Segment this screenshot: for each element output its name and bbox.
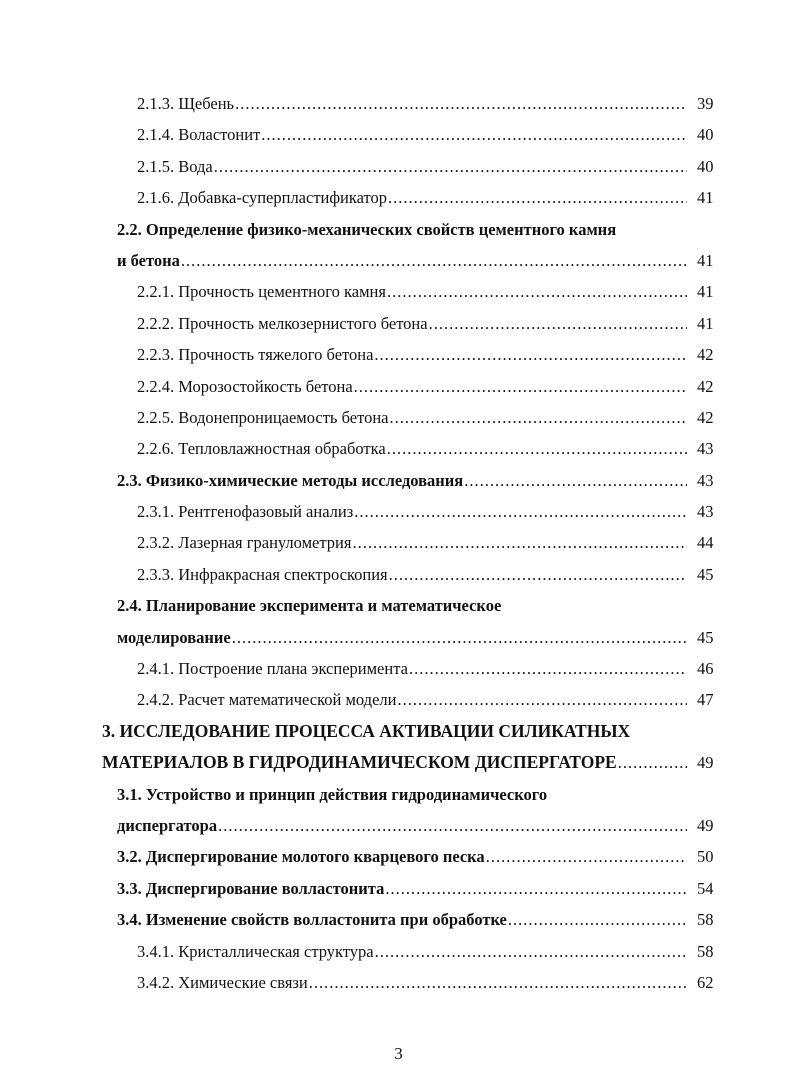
toc-entry [0, 433, 797, 464]
toc-entry-page: 42 [697, 407, 714, 427]
leader-dots [181, 245, 687, 276]
leader-dots [387, 433, 687, 464]
toc-entry-title: моделирование [117, 627, 231, 647]
toc-entry-title: и бетона [117, 250, 180, 270]
leader-dots [464, 465, 687, 496]
toc-entry-page: 58 [697, 910, 714, 930]
leader-dots [261, 119, 687, 150]
toc-section [0, 465, 797, 496]
toc-entry-title: 2.1.4. Воластонит [137, 125, 261, 145]
leader-dots [214, 151, 687, 182]
toc-entry-page: 43 [697, 470, 714, 490]
toc-entry-title: 2.2.4. Морозостойкость бетона [137, 376, 353, 396]
toc-entry-page: 42 [697, 376, 714, 396]
leader-dots [235, 88, 687, 119]
toc-chapter-heading [0, 716, 797, 747]
toc-entry-title: 2.3.2. Лазерная гранулометрия [137, 533, 352, 553]
toc-entry-title: 2.2.3. Прочность тяжелого бетона [137, 345, 374, 365]
toc-entry-title: 2.2.5. Водонепроницаемость бетона [137, 407, 389, 427]
toc-entry [0, 496, 797, 527]
toc-entry [0, 308, 797, 339]
toc-entry-title: 3.3. Диспергирование волластонита [117, 878, 385, 898]
toc-entry-title: 2.4.2. Расчет математической модели [137, 690, 397, 710]
toc-entry [0, 276, 797, 307]
toc-entry-title: 2.1.5. Вода [137, 156, 213, 176]
toc-entry-page: 50 [697, 847, 714, 867]
toc-entry-title: 3.2. Диспергирование молотого кварцевого песка [117, 847, 485, 867]
leader-dots [374, 339, 687, 370]
toc-entry [0, 88, 797, 119]
leader-dots [389, 402, 687, 433]
toc-entry-page: 40 [697, 156, 714, 176]
toc-entry-title: 2.3.3. Инфракрасная спектроскопия [137, 564, 388, 584]
leader-dots [508, 904, 687, 935]
toc-entry [0, 371, 797, 402]
toc-entry-page: 41 [697, 313, 714, 333]
toc-entry-page: 47 [697, 690, 714, 710]
toc-entry-page: 49 [697, 753, 714, 773]
toc-entry-page: 39 [697, 94, 714, 113]
toc-entry [0, 653, 797, 684]
toc-section-continuation [0, 810, 797, 841]
toc-entry-title: 2.2.2. Прочность мелкозернистого бетона [137, 313, 428, 333]
toc-section-title: 2.4. Планирование эксперимента и математическое [117, 596, 502, 616]
toc-section-continuation [0, 622, 797, 653]
leader-dots [486, 841, 687, 872]
leader-dots [218, 810, 687, 841]
leader-dots [375, 936, 687, 967]
toc-chapter-title: 3. ИССЛЕДОВАНИЕ ПРОЦЕССА АКТИВАЦИИ СИЛИКАТНЫХ [102, 720, 631, 741]
toc-entry-page: 41 [697, 250, 714, 270]
table-of-contents [0, 88, 797, 998]
toc-entry-page: 62 [697, 972, 714, 992]
toc-entry-page: 43 [697, 502, 714, 522]
leader-dots [388, 182, 687, 213]
toc-entry [0, 559, 797, 590]
toc-entry-page: 54 [697, 878, 714, 898]
leader-dots [618, 747, 687, 778]
page-number: 3 [394, 1044, 403, 1063]
toc-entry-page: 44 [697, 533, 714, 553]
toc-section-heading [0, 590, 797, 621]
leader-dots [429, 308, 687, 339]
toc-entry-page: 41 [697, 282, 714, 302]
toc-section-title: 3.1. Устройство и принцип действия гидродинамического [117, 784, 548, 804]
toc-entry-title: 3.4.2. Химические связи [137, 972, 308, 992]
toc-entry-title: 2.2.1. Прочность цементного камня [137, 282, 386, 302]
toc-section-title: 2.2. Определение физико-механических свойств цементного камня [117, 219, 617, 239]
toc-entry-page: 41 [697, 188, 714, 208]
leader-dots [389, 559, 687, 590]
toc-entry [0, 402, 797, 433]
toc-entry [0, 967, 797, 998]
toc-chapter-continuation [0, 747, 797, 778]
toc-entry [0, 339, 797, 370]
leader-dots [354, 496, 687, 527]
toc-entry-page: 42 [697, 345, 714, 365]
leader-dots [309, 967, 687, 998]
toc-entry-page: 43 [697, 439, 714, 459]
toc-section-heading [0, 779, 797, 810]
toc-section [0, 873, 797, 904]
toc-entry [0, 119, 797, 150]
toc-entry-page: 45 [697, 627, 714, 647]
toc-entry-title: 3.4.1. Кристаллическая структура [137, 941, 374, 961]
leader-dots [352, 527, 687, 558]
toc-entry-page: 58 [697, 941, 714, 961]
toc-section [0, 841, 797, 872]
toc-entry [0, 182, 797, 213]
toc-entry-title: 3.4. Изменение свойств волластонита при обработке [117, 910, 507, 930]
toc-section [0, 904, 797, 935]
toc-entry-title: диспергатора [117, 815, 218, 835]
leader-dots [387, 276, 687, 307]
toc-entry-title: 2.1.3. Щебень [137, 94, 235, 113]
toc-entry-title: 2.4.1. Построение плана эксперимента [137, 659, 408, 679]
leader-dots [409, 653, 687, 684]
toc-entry-title: МАТЕРИАЛОВ В ГИДРОДИНАМИЧЕСКОМ ДИСПЕРГАТОРЕ [102, 752, 617, 773]
toc-entry-page: 49 [697, 815, 714, 835]
toc-entry [0, 936, 797, 967]
toc-entry-title: 2.2.6. Тепловлажностная обработка [137, 439, 386, 459]
toc-section-heading [0, 214, 797, 245]
leader-dots [397, 684, 687, 715]
leader-dots [232, 622, 687, 653]
toc-entry [0, 527, 797, 558]
toc-entry [0, 684, 797, 715]
leader-dots [385, 873, 687, 904]
toc-entry-page: 45 [697, 564, 714, 584]
toc-entry-page: 46 [697, 659, 714, 679]
toc-entry-title: 2.3. Физико-химические методы исследования [117, 470, 464, 490]
toc-entry-title: 2.1.6. Добавка-суперпластификатор [137, 188, 388, 208]
leader-dots [354, 371, 687, 402]
toc-entry-title: 2.3.1. Рентгенофазовый анализ [137, 502, 354, 522]
toc-entry [0, 151, 797, 182]
toc-entry-page: 40 [697, 125, 714, 145]
toc-section-continuation [0, 245, 797, 276]
